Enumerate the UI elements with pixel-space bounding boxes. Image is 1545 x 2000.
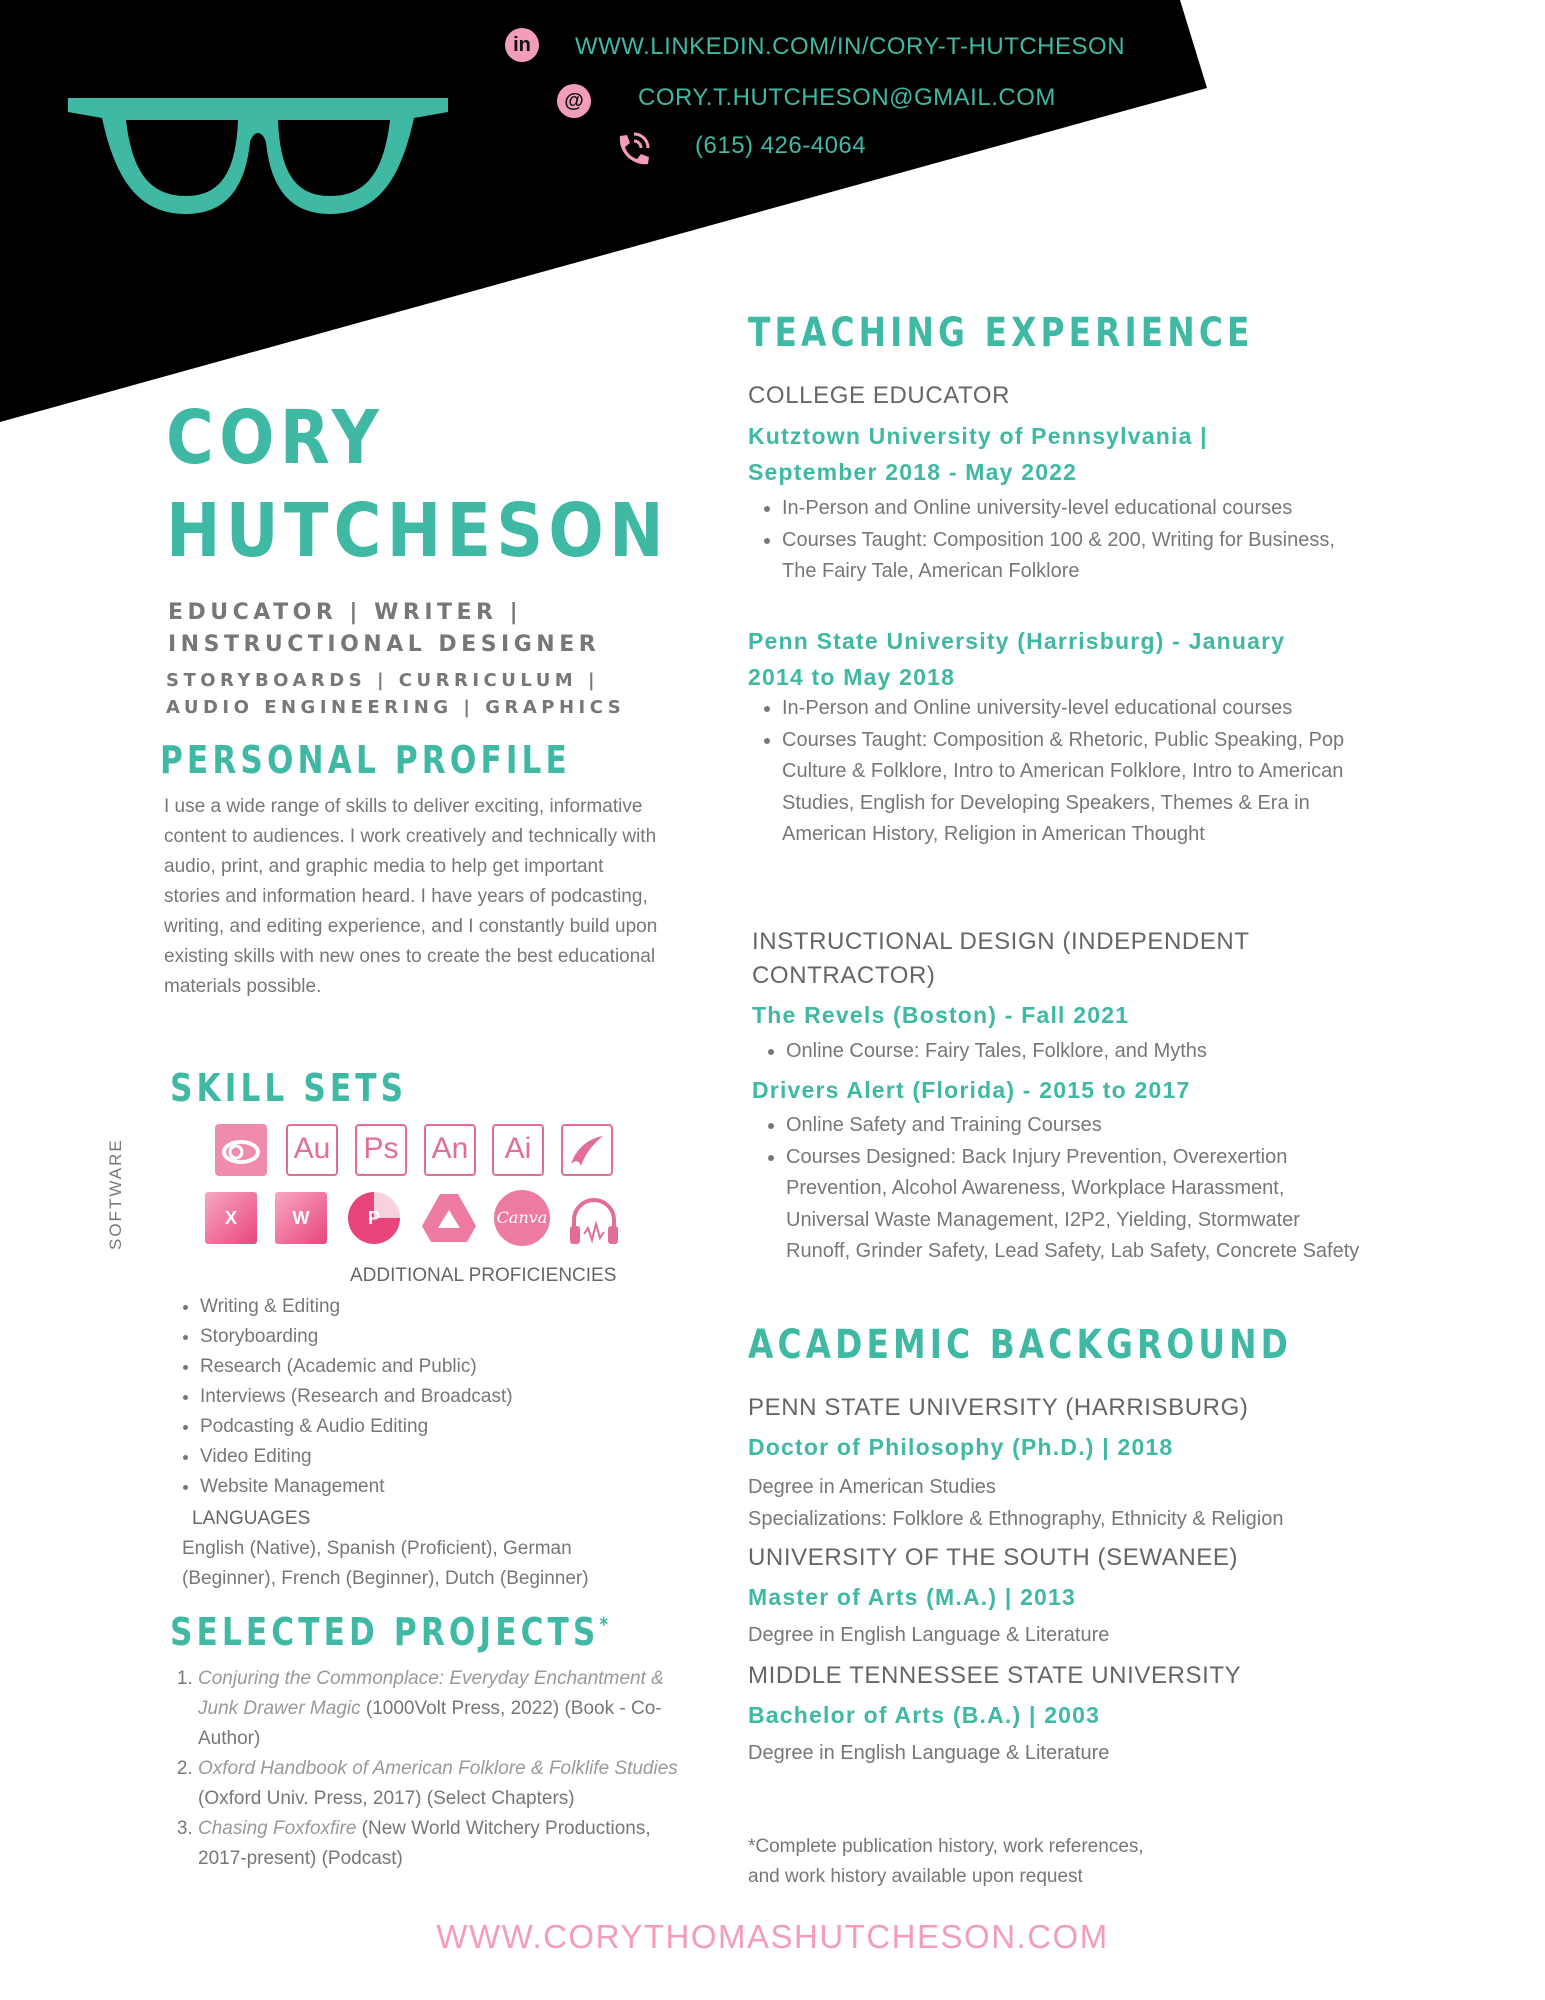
pennstate-line-2: 2014 to May 2018 xyxy=(748,664,956,690)
psu-line-1: Degree in American Studies xyxy=(748,1476,996,1498)
website-link[interactable]: WWW.CORYTHOMASHUTCHESON.COM xyxy=(436,1918,1109,1955)
role-line-2: INSTRUCTIONAL DESIGNER xyxy=(168,632,601,657)
email-link[interactable]: CORY.T.HUTCHESON@GMAIL.COM xyxy=(638,84,1056,111)
linkedin-link[interactable]: WWW.LINKEDIN.COM/IN/CORY-T-HUTCHESON xyxy=(575,33,1126,60)
list-item: • In-Person and Online university-level educational courses xyxy=(782,493,1342,525)
revels-bullets xyxy=(752,1036,1346,1068)
list-item: • In-Person and Online university-level educational courses xyxy=(782,693,1362,725)
projects-heading xyxy=(170,1610,612,1654)
instructional-design-title-2: CONTRACTOR) xyxy=(752,962,936,989)
kutztown-bullets xyxy=(748,493,1342,588)
glasses-icon xyxy=(62,92,454,222)
at-sign-icon[interactable]: @ xyxy=(557,84,591,118)
sewanee-line-1: Degree in English Language & Literature xyxy=(748,1624,1110,1646)
list-item: • Online Course: Fairy Tales, Folklore, and Myths xyxy=(786,1036,1346,1068)
project-title: Conjuring the Commonplace: Everyday Enchantment & Junk Drawer Magic xyxy=(198,1668,664,1719)
profile-text: I use a wide range of skills to deliver exciting, informative content to audiences. I work creatively and technically with audio, print, and graphic media to help get important stories and information heard. I have years of podcasting, writing, and editing experience, and I constantly build upon existing skills with new ones to create the best educational materials possible. xyxy=(164,796,658,997)
linkedin-icon[interactable]: in xyxy=(505,28,539,62)
mtsu-degree: Bachelor of Arts (B.A.) | 2003 xyxy=(748,1702,1101,1728)
list-item: • Online Safety and Training Courses xyxy=(786,1110,1366,1142)
mtsu-line-1: Degree in English Language & Literature xyxy=(748,1742,1110,1764)
photoshop-icon: Ps xyxy=(355,1124,407,1176)
list-item: • Video Editing xyxy=(200,1442,660,1472)
last-name: HUTCHESON xyxy=(166,488,669,574)
software-label: SOFTWARE xyxy=(106,1138,125,1250)
first-name: CORY xyxy=(166,395,385,481)
list-item: • Writing & Editing xyxy=(200,1292,660,1322)
role-line-4: AUDIO ENGINEERING | GRAPHICS xyxy=(166,697,626,718)
pennstate-bullets xyxy=(748,693,1362,851)
project-title: Chasing Foxfoxfire xyxy=(198,1818,357,1839)
list-item: • Courses Designed: Back Injury Prevention, Overexertion Prevention, Alcohol Awareness, Workplace Harassment, Universal Waste Management, I2P2, Yielding, Stormwater Runoff, Grinder Safety, Lead Safety, Lab Safety, Concrete Safety xyxy=(786,1142,1366,1268)
list-item: • Interviews (Research and Broadcast) xyxy=(200,1382,660,1412)
mtsu-title: MIDDLE TENNESSEE STATE UNIVERSITY xyxy=(748,1662,1242,1689)
kutztown-line-2: September 2018 - May 2022 xyxy=(748,459,1078,485)
illustrator-icon: Ai xyxy=(492,1124,544,1176)
projects-list xyxy=(166,1664,688,1874)
audition-icon: Au xyxy=(286,1124,338,1176)
phone-icon xyxy=(612,130,652,170)
projects-heading-text: SELECTED PROJECTS xyxy=(170,1610,600,1654)
list-item: • Research (Academic and Public) xyxy=(200,1352,660,1382)
instructional-design-title-1: INSTRUCTIONAL DESIGN (INDEPENDENT xyxy=(752,928,1250,955)
project-detail: (Oxford Univ. Press, 2017) (Select Chapters) xyxy=(198,1788,575,1809)
project-title: Oxford Handbook of American Folklore & Folklife Studies xyxy=(198,1758,678,1779)
psu-line-2: Specializations: Folklore & Ethnography, Ethnicity & Religion xyxy=(748,1508,1284,1530)
sewanee-degree: Master of Arts (M.A.) | 2013 xyxy=(748,1584,1077,1610)
role-line-1: EDUCATOR | WRITER | xyxy=(168,600,523,625)
canva-icon: Canva xyxy=(494,1190,550,1246)
list-item: • Courses Taught: Composition & Rhetoric, Public Speaking, Pop Culture & Folklore, Intro to American Folklore, Intro to American Studies, English for Developing Speakers, Themes & Era in American History, Religion in American Thought xyxy=(782,725,1362,851)
phone-number[interactable]: (615) 426-4064 xyxy=(695,132,867,159)
additional-proficiencies-heading: ADDITIONAL PROFICIENCIES xyxy=(350,1265,617,1286)
pennstate-line-1: Penn State University (Harrisburg) - January xyxy=(748,628,1286,654)
animate-icon: An xyxy=(424,1124,476,1176)
list-item: • Podcasting & Audio Editing xyxy=(200,1412,660,1442)
kutztown-line-1: Kutztown University of Pennsylvania | xyxy=(748,423,1208,449)
academic-heading: ACADEMIC BACKGROUND xyxy=(748,1322,1292,1368)
psu-degree: Doctor of Philosophy (Ph.D.) | 2018 xyxy=(748,1434,1174,1460)
sewanee-title: UNIVERSITY OF THE SOUTH (SEWANEE) xyxy=(748,1544,1239,1571)
project-item xyxy=(198,1664,688,1754)
creative-cloud-icon xyxy=(215,1124,267,1176)
project-item xyxy=(198,1814,688,1874)
list-item: • Website Management xyxy=(200,1472,660,1502)
project-item xyxy=(198,1754,688,1814)
teaching-heading: TEACHING EXPERIENCE xyxy=(748,310,1254,356)
college-educator-title: COLLEGE EDUCATOR xyxy=(748,382,1011,409)
languages-line-1: English (Native), Spanish (Proficient), German xyxy=(182,1538,572,1559)
fresco-icon xyxy=(561,1124,613,1176)
skills-heading: SKILL SETS xyxy=(170,1066,408,1110)
excel-icon: X xyxy=(205,1192,257,1244)
audio-headphones-icon xyxy=(566,1192,622,1248)
footnote-line-1: *Complete publication history, work references, xyxy=(748,1836,1144,1857)
role-line-3: STORYBOARDS | CURRICULUM | xyxy=(166,670,600,691)
projects-heading-mark: * xyxy=(599,1612,613,1637)
list-item: • Storyboarding xyxy=(200,1322,660,1352)
list-item: • Courses Taught: Composition 100 & 200, Writing for Business, The Fairy Tale, American Folklore xyxy=(782,525,1342,588)
revels-title: The Revels (Boston) - Fall 2021 xyxy=(752,1002,1130,1028)
profile-heading: PERSONAL PROFILE xyxy=(160,738,571,782)
additional-proficiencies-list xyxy=(166,1292,660,1502)
project-detail: (1000Volt Press, 2022) (Book - Co-Author) xyxy=(198,1698,662,1749)
word-icon: W xyxy=(275,1192,327,1244)
powerpoint-icon: P xyxy=(348,1192,400,1244)
project-detail: (New World Witchery Productions, 2017-present) (Podcast) xyxy=(198,1818,651,1869)
drivers-alert-bullets xyxy=(752,1110,1366,1268)
footnote-line-2: and work history available upon request xyxy=(748,1866,1083,1887)
languages-heading: LANGUAGES xyxy=(192,1508,311,1529)
google-drive-icon xyxy=(420,1192,478,1244)
languages-line-2: (Beginner), French (Beginner), Dutch (Beginner) xyxy=(182,1568,589,1589)
psu-title: PENN STATE UNIVERSITY (HARRISBURG) xyxy=(748,1394,1249,1421)
drivers-alert-title: Drivers Alert (Florida) - 2015 to 2017 xyxy=(752,1077,1191,1103)
